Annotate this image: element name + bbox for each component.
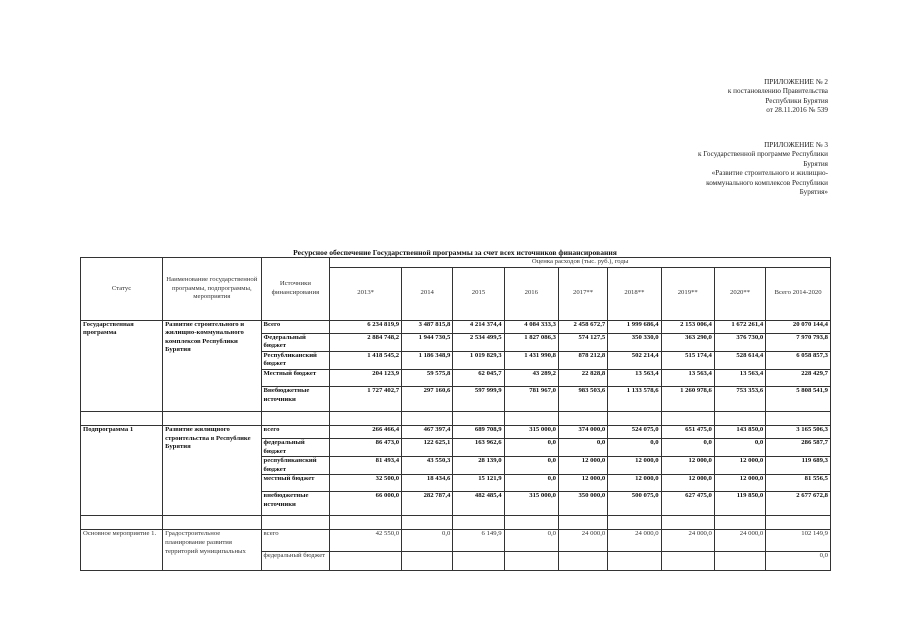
row-year-value: 1 431 990,8 <box>504 351 558 369</box>
empty-cell <box>453 411 504 425</box>
row-year-value: 467 397,4 <box>402 425 453 438</box>
row-year-value: 2 884 748,2 <box>330 333 402 351</box>
row-year-value: 12 000,0 <box>558 475 607 492</box>
row-year-value: 266 466,4 <box>330 425 402 438</box>
row-total-value: 6 058 857,3 <box>766 351 831 369</box>
row-year-value: 524 075,0 <box>608 425 661 438</box>
row-year-value: 12 000,0 <box>608 457 661 475</box>
table-row <box>81 425 831 438</box>
row-year-value: 0,0 <box>504 457 558 475</box>
row-status: Основное мероприятие 1. <box>81 530 163 571</box>
row-year-value: 1 133 578,6 <box>608 386 661 411</box>
row-year-value: 1 672 261,4 <box>714 320 765 333</box>
row-year-value: 119 850,0 <box>714 492 765 516</box>
row-year-value: 2 458 672,7 <box>558 320 607 333</box>
table-row <box>81 530 831 552</box>
row-year-value: 1 944 730,5 <box>402 333 453 351</box>
row-year-value: 42 550,0 <box>330 530 402 552</box>
row-source: внебюджетные источники <box>261 492 330 516</box>
appendix-3-title: ПРИЛОЖЕНИЕ № 3 <box>764 141 828 149</box>
row-year-value: 1 999 686,4 <box>608 320 661 333</box>
row-year-value: 13 563,4 <box>714 369 765 386</box>
row-source: Республиканский бюджет <box>261 351 330 369</box>
row-year-value: 1 186 348,9 <box>402 351 453 369</box>
row-year-value: 878 212,8 <box>558 351 607 369</box>
empty-cell <box>661 411 714 425</box>
row-name: Развитие жилищного строительства в Республике Бурятия <box>163 425 261 515</box>
row-year-value: 1 418 545,2 <box>330 351 402 369</box>
row-year-value: 627 475,0 <box>661 492 714 516</box>
row-year-value: 3 487 815,8 <box>402 320 453 333</box>
row-total-value: 5 808 541,9 <box>766 386 831 411</box>
resource-table <box>80 257 831 571</box>
row-year-value: 43 550,3 <box>402 457 453 475</box>
row-year-value: 18 434,6 <box>402 475 453 492</box>
empty-cell <box>330 516 402 530</box>
header-year: 2019** <box>661 267 714 320</box>
row-year-value: 597 999,9 <box>453 386 504 411</box>
empty-cell <box>661 516 714 530</box>
row-year-value: 81 493,4 <box>330 457 402 475</box>
row-year-value: 32 500,0 <box>330 475 402 492</box>
row-year-value: 122 625,1 <box>402 438 453 456</box>
row-source: всего <box>261 425 330 438</box>
empty-cell <box>714 411 765 425</box>
row-total-value: 2 677 672,8 <box>766 492 831 516</box>
row-year-value: 0,0 <box>661 438 714 456</box>
row-total-value: 0,0 <box>766 552 831 571</box>
empty-cell <box>81 516 163 530</box>
row-year-value: 4 214 374,4 <box>453 320 504 333</box>
appendix-2-line: Республики Бурятия <box>765 96 828 105</box>
empty-cell <box>558 516 607 530</box>
row-year-value <box>608 552 661 571</box>
row-year-value: 363 290,0 <box>661 333 714 351</box>
row-year-value: 24 000,0 <box>661 530 714 552</box>
empty-cell <box>504 411 558 425</box>
row-year-value <box>714 552 765 571</box>
row-year-value: 781 967,0 <box>504 386 558 411</box>
table-title: Ресурсное обеспечение Государственной программы за счет всех источников финансирования <box>293 248 617 257</box>
row-year-value: 1 727 402,7 <box>330 386 402 411</box>
row-year-value: 983 503,6 <box>558 386 607 411</box>
appendix-2-line: к постановлению Правительства <box>727 87 828 96</box>
row-year-value: 28 139,0 <box>453 457 504 475</box>
row-total-value: 119 689,3 <box>766 457 831 475</box>
empty-cell <box>608 516 661 530</box>
row-year-value: 376 730,0 <box>714 333 765 351</box>
header-name: Наименование государственной программы, подпрограммы, мероприятия <box>163 258 261 321</box>
row-year-value <box>504 552 558 571</box>
row-year-value: 315 000,0 <box>504 425 558 438</box>
row-year-value: 43 289,2 <box>504 369 558 386</box>
header-year: 2014 <box>402 267 453 320</box>
row-year-value: 0,0 <box>714 438 765 456</box>
empty-cell <box>261 411 330 425</box>
row-year-value <box>402 552 453 571</box>
row-year-value: 482 485,4 <box>453 492 504 516</box>
row-year-value: 22 828,8 <box>558 369 607 386</box>
row-year-value <box>661 552 714 571</box>
row-year-value: 315 000,0 <box>504 492 558 516</box>
row-year-value: 374 000,0 <box>558 425 607 438</box>
row-year-value: 0,0 <box>504 475 558 492</box>
row-year-value: 12 000,0 <box>558 457 607 475</box>
row-year-value: 24 000,0 <box>714 530 765 552</box>
row-year-value: 1 827 086,3 <box>504 333 558 351</box>
row-source: Внебюджетные источники <box>261 386 330 411</box>
row-status: Подпрограмма 1 <box>81 425 163 515</box>
row-year-value: 59 575,8 <box>402 369 453 386</box>
row-year-value: 12 000,0 <box>714 475 765 492</box>
row-year-value: 753 353,6 <box>714 386 765 411</box>
empty-cell <box>81 411 163 425</box>
row-year-value: 2 153 006,4 <box>661 320 714 333</box>
empty-cell <box>261 516 330 530</box>
row-year-value: 13 563,4 <box>608 369 661 386</box>
header-year: 2016 <box>504 267 558 320</box>
header-year: 2013* <box>330 267 402 320</box>
header-year: 2015 <box>453 267 504 320</box>
table-body <box>81 320 831 571</box>
spacer-row <box>81 516 831 530</box>
empty-cell <box>766 516 831 530</box>
row-year-value: 282 787,4 <box>402 492 453 516</box>
empty-cell <box>766 411 831 425</box>
row-year-value: 500 075,0 <box>608 492 661 516</box>
row-year-value: 86 473,0 <box>330 438 402 456</box>
row-year-value: 6 234 819,9 <box>330 320 402 333</box>
row-source: всего <box>261 530 330 552</box>
row-source: Федеральный бюджет <box>261 333 330 351</box>
row-year-value: 204 123,9 <box>330 369 402 386</box>
row-year-value: 66 000,0 <box>330 492 402 516</box>
row-year-value: 297 160,6 <box>402 386 453 411</box>
empty-cell <box>163 516 261 530</box>
appendix-3-line: Бурятия <box>803 159 828 168</box>
row-total-value: 228 429,7 <box>766 369 831 386</box>
row-total-value: 7 970 793,8 <box>766 333 831 351</box>
header-year: 2018** <box>608 267 661 320</box>
row-total-value: 3 165 506,3 <box>766 425 831 438</box>
row-year-value: 12 000,0 <box>661 475 714 492</box>
row-year-value: 12 000,0 <box>714 457 765 475</box>
header-total: Всего 2014-2020 <box>766 267 831 320</box>
row-year-value: 502 214,4 <box>608 351 661 369</box>
empty-cell <box>608 411 661 425</box>
row-year-value: 0,0 <box>402 530 453 552</box>
row-source: федеральный бюджет <box>261 438 330 456</box>
row-year-value: 4 084 333,3 <box>504 320 558 333</box>
empty-cell <box>504 516 558 530</box>
row-year-value <box>330 552 402 571</box>
row-year-value: 350 330,0 <box>608 333 661 351</box>
row-year-value: 1 260 978,6 <box>661 386 714 411</box>
empty-cell <box>402 516 453 530</box>
row-year-value: 350 000,0 <box>558 492 607 516</box>
appendix-3-header <box>653 141 828 197</box>
spacer-row <box>81 411 831 425</box>
row-year-value: 528 614,4 <box>714 351 765 369</box>
appendix-3-line: коммунального комплексов Республики <box>706 178 828 187</box>
row-year-value: 0,0 <box>608 438 661 456</box>
row-total-value: 81 556,5 <box>766 475 831 492</box>
row-year-value: 651 475,0 <box>661 425 714 438</box>
appendix-2-title: ПРИЛОЖЕНИЕ № 2 <box>764 78 828 86</box>
header-year: 2020** <box>714 267 765 320</box>
row-year-value: 0,0 <box>558 438 607 456</box>
row-year-value: 1 019 829,3 <box>453 351 504 369</box>
row-source: местный бюджет <box>261 475 330 492</box>
row-year-value: 6 149,9 <box>453 530 504 552</box>
appendix-2-line: от 28.11.2016 № 539 <box>766 106 828 115</box>
row-year-value: 15 121,9 <box>453 475 504 492</box>
appendix-2-header <box>668 78 828 116</box>
row-total-value: 286 587,7 <box>766 438 831 456</box>
row-year-value: 2 534 499,5 <box>453 333 504 351</box>
row-year-value: 689 708,9 <box>453 425 504 438</box>
row-year-value: 143 850,0 <box>714 425 765 438</box>
header-status: Статус <box>81 258 163 321</box>
row-status: Государственная программа <box>81 320 163 411</box>
appendix-3-line: «Развитие строительного и жилищно- <box>711 169 828 178</box>
row-name: Развитие строительного и жилищно-коммунального комплексов Республики Бурятия <box>163 320 261 411</box>
row-year-value: 62 045,7 <box>453 369 504 386</box>
header-year: 2017** <box>558 267 607 320</box>
appendix-3-line: к Государственной программе Республики <box>698 150 828 159</box>
empty-cell <box>163 411 261 425</box>
row-year-value <box>453 552 504 571</box>
row-source: федеральный бюджет <box>261 552 330 571</box>
row-year-value: 24 000,0 <box>608 530 661 552</box>
header-sources: Источники финансирования <box>261 258 330 321</box>
empty-cell <box>453 516 504 530</box>
row-year-value: 13 563,4 <box>661 369 714 386</box>
appendix-3-line: Бурятия» <box>799 188 828 197</box>
row-year-value: 515 174,4 <box>661 351 714 369</box>
row-total-value: 20 070 144,4 <box>766 320 831 333</box>
row-total-value: 102 149,9 <box>766 530 831 552</box>
row-year-value <box>558 552 607 571</box>
empty-cell <box>402 411 453 425</box>
row-year-value: 0,0 <box>504 530 558 552</box>
row-year-value: 24 000,0 <box>558 530 607 552</box>
row-year-value: 0,0 <box>504 438 558 456</box>
row-year-value: 574 127,5 <box>558 333 607 351</box>
header-estimate: Оценка расходов (тыс. руб.), годы <box>330 258 831 268</box>
empty-cell <box>714 516 765 530</box>
row-year-value: 12 000,0 <box>661 457 714 475</box>
row-year-value: 163 962,6 <box>453 438 504 456</box>
table-row <box>81 320 831 333</box>
empty-cell <box>558 411 607 425</box>
row-source: Местный бюджет <box>261 369 330 386</box>
row-year-value: 12 000,0 <box>608 475 661 492</box>
empty-cell <box>330 411 402 425</box>
row-source: республиканский бюджет <box>261 457 330 475</box>
row-name: Градостроительное планирование развития территорий муниципальных <box>163 530 261 571</box>
row-source: Всего <box>261 320 330 333</box>
